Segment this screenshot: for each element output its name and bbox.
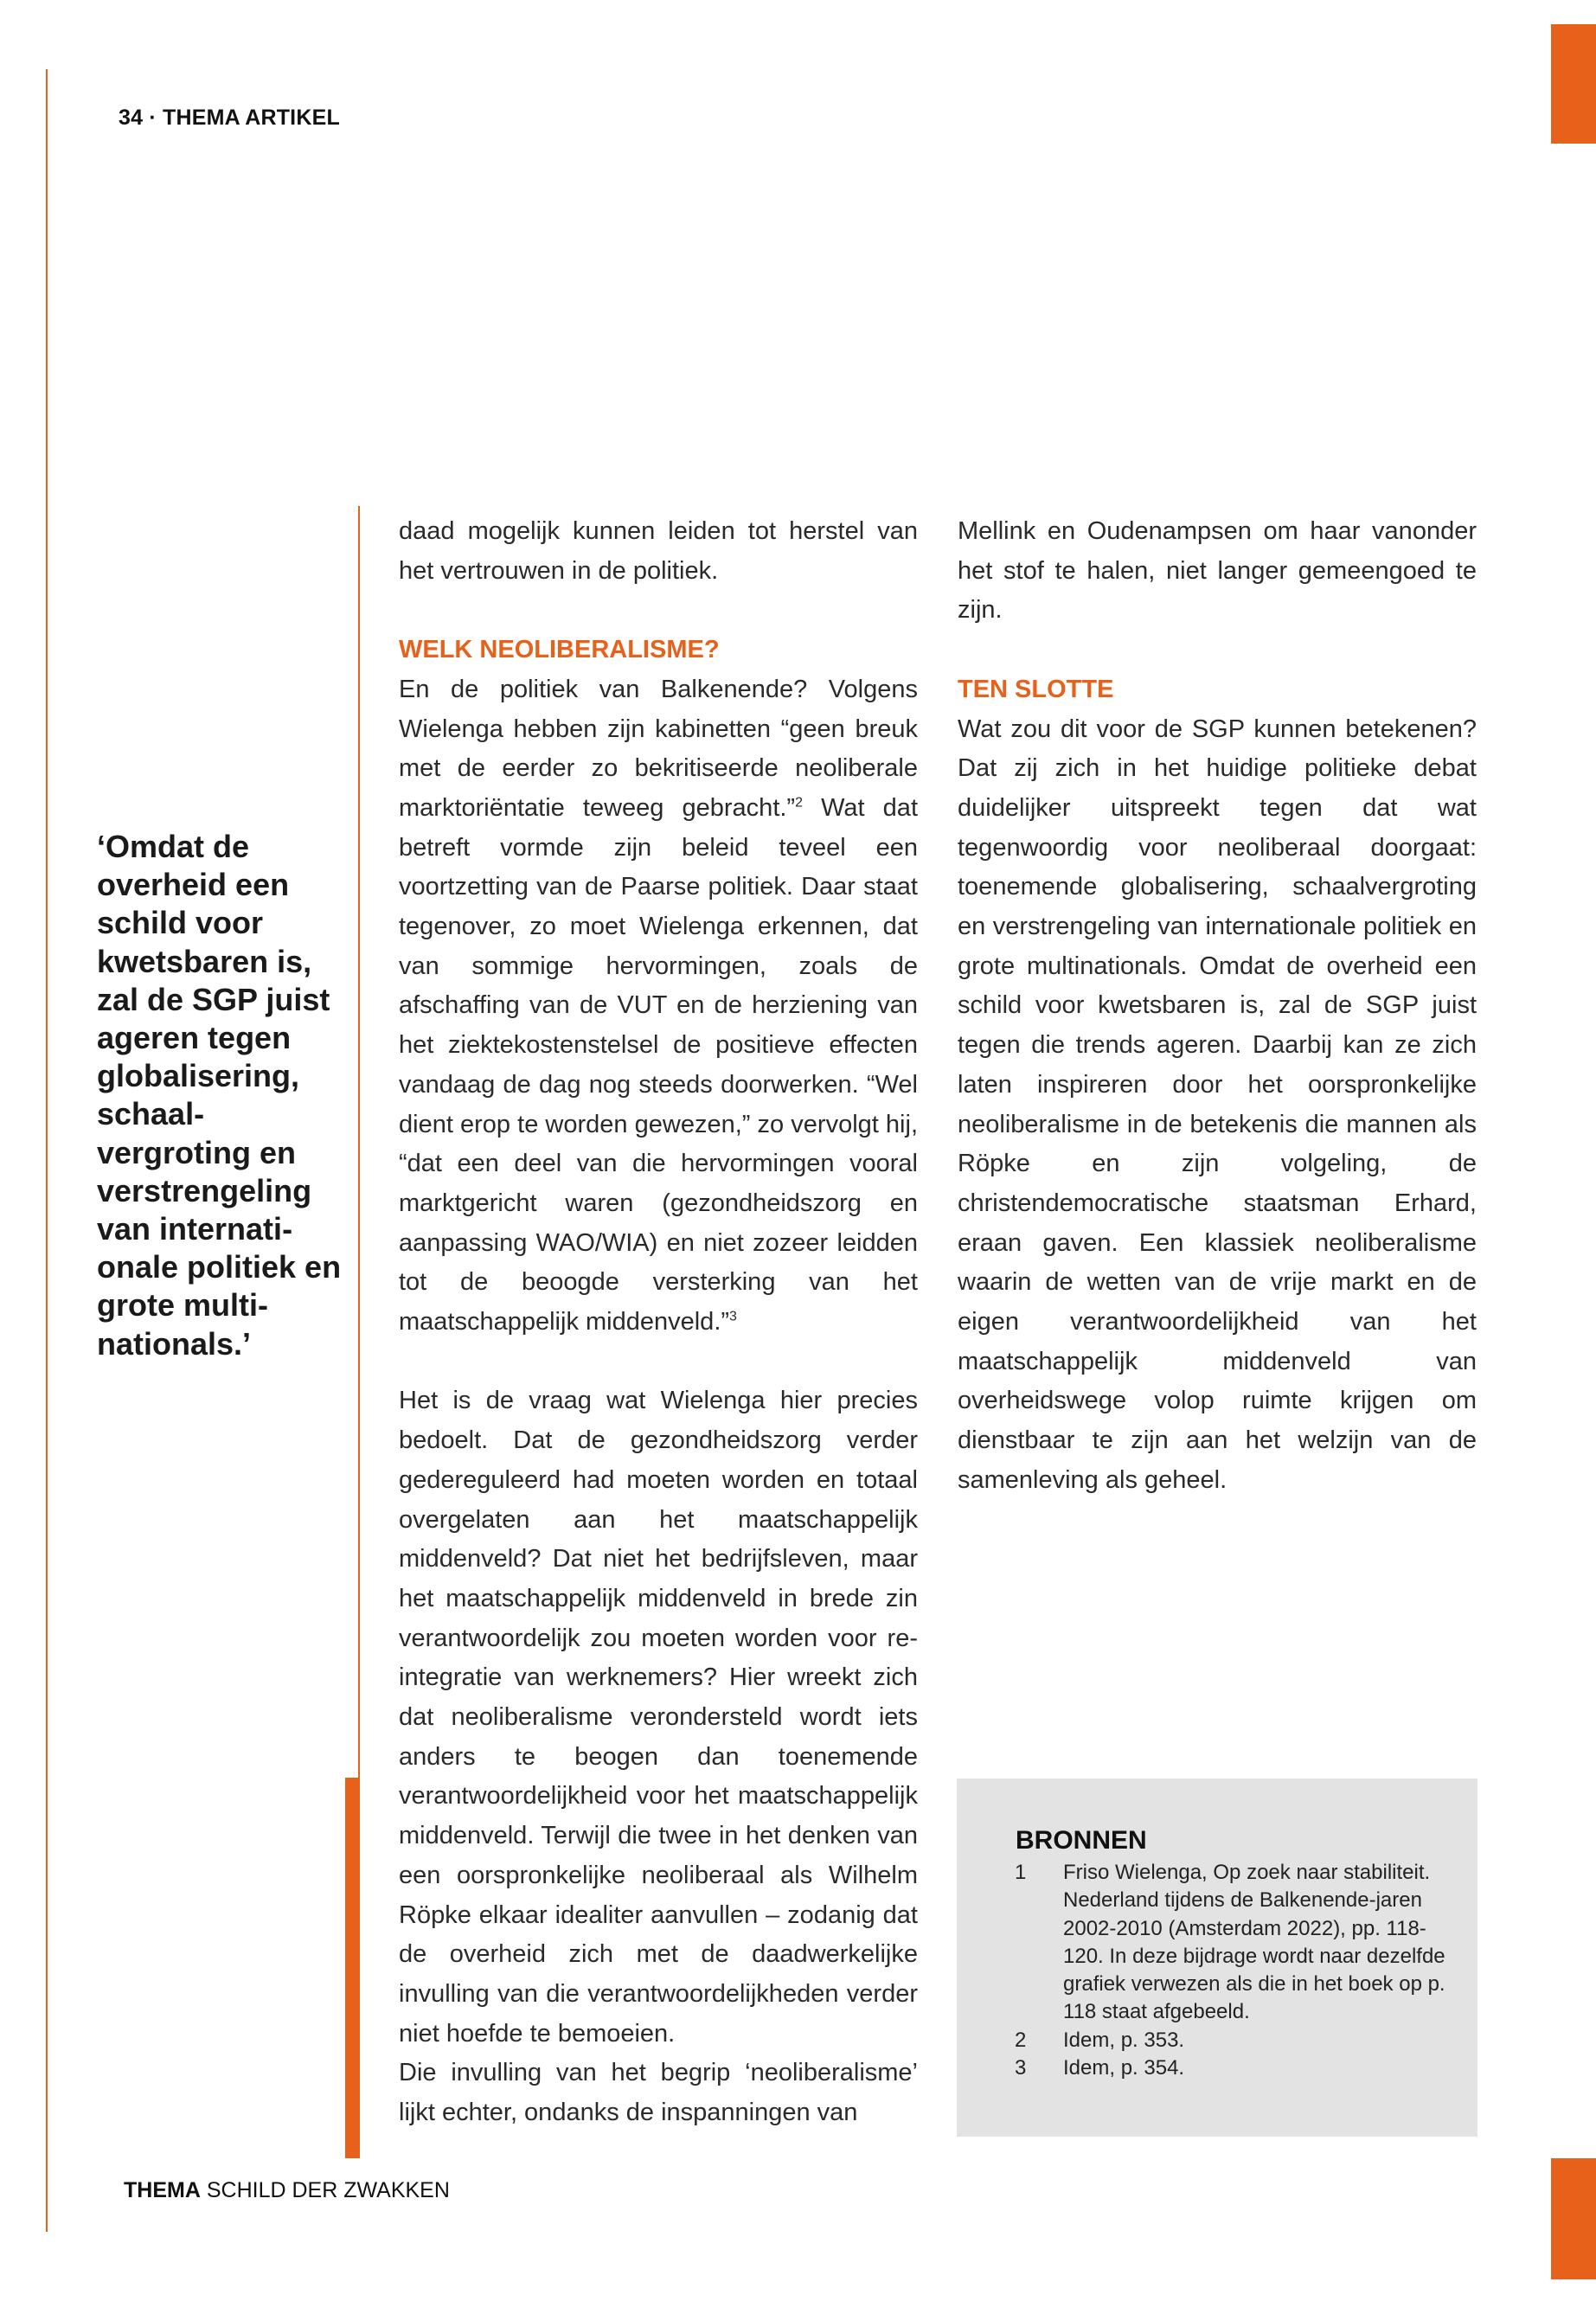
source-item (1015, 2054, 1456, 2082)
bottom-right-tab (1551, 2158, 1596, 2279)
section-heading-welk-neoliberalisme: WELK NEOLIBERALISME? (399, 636, 720, 664)
column2-paragraph-1: Wat zou dit voor de SGP kunnen betekenen? Dat zij zich in het huidige politieke debat duidelijker uitspreekt tegen dat wat tegenwoordig voor neoliberaal doorgaat: toenemende globalisering, schaalvergroting en verstrengeling van internationale politiek en grote multinationals. Omdat de overheid een schild voor kwetsbaren is, zal de SGP juist tegen die trends ageren. Daarbij kan ze zich laten inspireren door het oorspronkelijke neoliberalisme in de betekenis die mannen als Röpke en zijn volgeling, de christendemocratische staatsman Erhard, eraan gaven. Een klassiek neoliberalisme waarin de wetten van de vrije markt en de eigen verantwoordelijkheid van het maatschappelijk middenveld van overheidswege volop ruimte krijgen om dienstbaar te zijn aan het welzijn van de samenleving als geheel. (958, 715, 1477, 1494)
left-margin-rule (46, 69, 48, 2232)
page-header: 34 · THEMA ARTIKEL (119, 106, 340, 130)
footer-issue-theme: SCHILD DER ZWAKKEN (200, 2178, 450, 2202)
column1-paragraph-2: Het is de vraag wat Wielenga hier precies bedoelt. Dat de gezondheidszorg verder gedereguleerd had moeten worden en totaal overgelaten aan het maatschappelijk middenveld? Dat niet het bedrijfsleven, maar het maatschappelijk middenveld in brede zin verantwoordelijk zou moeten worden voor re-integratie van werknemers? Hier wreekt zich dat neoliberalisme verondersteld wordt iets anders te beogen dan toenemende verantwoordelijkheid voor het maatschappelijk middenveld. Terwijl die twee in het denken van een oorspronkelijke neoliberaal als Wilhelm Röpke elkaar idealiter aanvullen – zodanig dat de overheid zich met de daadwerkelijke invulling van die verantwoordelijkheden verder niet hoefde te bemoeien. (399, 1387, 918, 2048)
source-text: Idem, p. 353. (1063, 2028, 1185, 2052)
footer-magazine-name: THEMA (124, 2178, 201, 2202)
column1-paragraph-1 (399, 670, 918, 1343)
source-number: 2 (1015, 2028, 1027, 2052)
column1-intro: daad mogelijk kunnen leiden tot herstel van het vertrouwen in de politiek. (399, 517, 918, 585)
page-footer (124, 2178, 450, 2203)
pull-quote: ‘Omdat de overheid een schild voor kwetsbaren is, zal de SGP juist ageren tegen globalisering, schaalvergroting en verstrengeling van internationale politiek en grote multinationals.’ (97, 829, 342, 1362)
column2-intro: Mellink en Oudenampsen om haar vanonder het stof te halen, niet langer gemeengoed te zijn. (958, 517, 1477, 625)
column1-p1-cont: Wat dat betreft vormde zijn beleid teveel een voortzetting van de Paarse politiek. Daar staat tegenover, zo moet Wielenga erkennen, dat van sommige hervormingen, zoals de afschaffing van de VUT en de herziening van het ziektekostenstelsel de positieve effecten vandaag de dag nog steeds doorwerken. “Wel dient erop te worden gewezen,” zo vervolgt hij, “dat een deel van die hervormingen vooral marktgericht waren (gezondheidszorg en aanpassing WAO/WIA) en niet zozeer leidden tot de beoogde versterking van het maatschappelijk middenveld.” (399, 793, 918, 1336)
quote-divider-accent (345, 1778, 360, 2158)
top-right-tab (1551, 24, 1596, 144)
article-column-2 (958, 512, 1477, 1501)
quote-divider-rule (358, 506, 360, 1778)
column1-p1-text: En de politiek van Balkenende? Volgens Wielenga hebben zijn kabinetten “geen breuk met de eerder zo bekritiseerde neoliberale marktoriëntatie teweeg gebracht.” (399, 675, 918, 822)
sources-title: BRONNEN (1016, 1826, 1147, 1855)
article-column-1 (399, 512, 918, 2133)
source-text: Friso Wielenga, Op zoek naar stabiliteit. Nederland tijdens de Balkenende-jaren 2002-2010 (Amsterdam 2022), pp. 118-120. In deze bijdrage wordt naar dezelfde grafiek verwezen als die in het boek op p. 118 staat afgebeeld. (1063, 1861, 1445, 2024)
source-number: 3 (1015, 2056, 1027, 2080)
section-heading-ten-slotte: TEN SLOTTE (958, 675, 1114, 703)
source-item (1015, 1859, 1456, 2027)
footnote-ref-2: 2 (795, 795, 803, 811)
source-item (1015, 2027, 1456, 2054)
footnote-ref-3: 3 (729, 1309, 737, 1324)
sources-list (1015, 1859, 1456, 2082)
column1-paragraph-3: Die invulling van het begrip ‘neoliberalisme’ lijkt echter, ondanks de inspanningen van (399, 2059, 918, 2127)
sources-box (957, 1779, 1477, 2137)
source-text: Idem, p. 354. (1063, 2056, 1185, 2080)
source-number: 1 (1015, 1861, 1027, 1884)
